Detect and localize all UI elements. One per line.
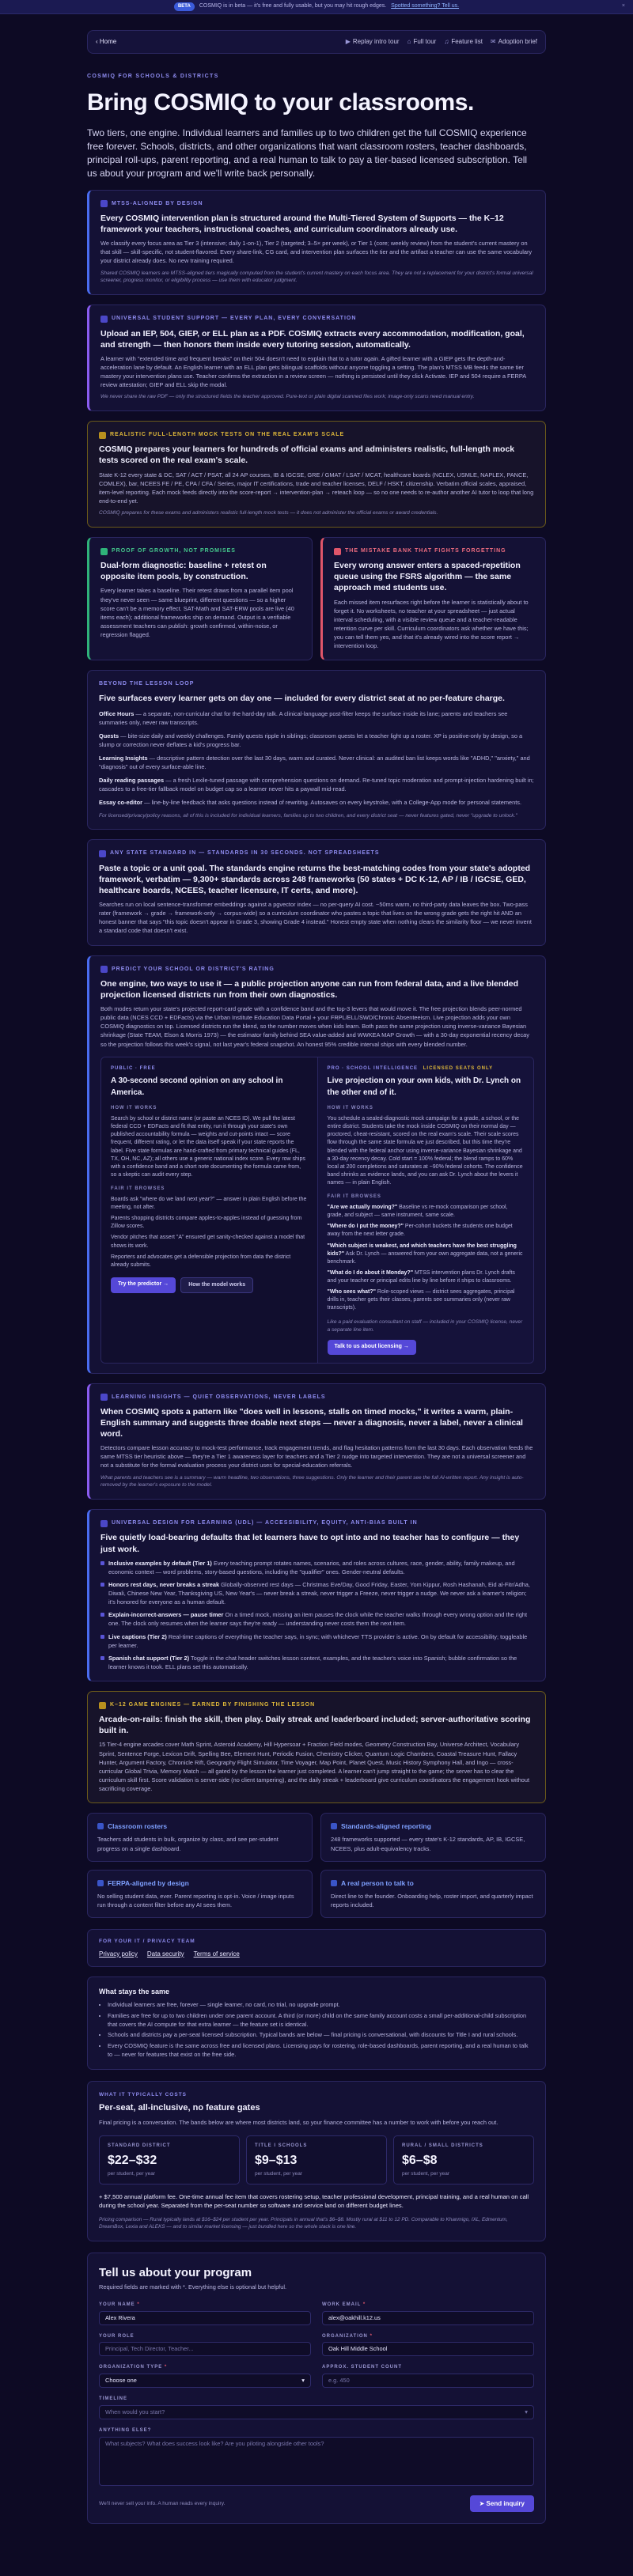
model-info-button[interactable]: How the model works xyxy=(180,1277,253,1293)
access-title: Upload an IEP, 504, GIEP, or ELL plan as a PDF. COSMIQ extracts every accommodation, modification, goal, and strength — then honors them inside every tutoring session, automatically. xyxy=(100,328,525,350)
required-mark: * xyxy=(137,2302,140,2308)
use-case: Boards ask "where do we land next year?" — answer in plain English before the meeting, not after. xyxy=(111,1196,307,1210)
feature-title xyxy=(97,1878,302,1888)
field-label: ORGANIZATION * xyxy=(322,2333,373,2339)
insights-card: LEARNING INSIGHTS — QUIET OBSERVATIONS, NEVER LABELS When COSMIQ spots a pattern like "does well in lessons, stalls on timed mocks," it writes a warm, plain-English summary and suggests three doable next steps — never a diagnosis, never a label, never a clinical word. Detectors compare lesson accuracy to mock-test performance, track engagement trends, and flag hesitation patterns from the last 30 days. Each observation feeds the same MTSS tier heuristic above — they're a Tier 1 awareness layer for teachers and a Tier 2 nudge into targeted intervention. They are not a universal screener and not a substitute for the formal evaluation process your district uses for special-education referrals. What parents and teachers see is a summary — warm headline, two observations, three suggestions. Only the learner and their parent see the full AI-written report. Any insight is auto-removed by the learner's exposure to the model. xyxy=(87,1383,546,1500)
udl-card: UNIVERSAL DESIGN FOR LEARNING (UDL) — ACCESSIBILITY, EQUITY, ANTI-BIAS BUILT IN Five quietly load-bearing defaults that let learners have to opt into and no teacher has to configure — they just work. Inclusive examples by default (Tier 1) Every teaching prompt rotates names, scenarios, and roles across cultures, race, gender, ability, family makeup, and economic context — word problems, story-based questions, including the "qualifier" ones. Gender-neutral defaults. Honors rest days, never breaks a streak Globally-observed rest days — Christmas Eve/Day, Good Friday, Easter, Yom Kippur, Rosh Hashanah, Eid al-Fitr/Adha, Diwali, Chinese New Year, Thanksgiving US, New Year's — never break a streak, never trigger a Freeze, never trigger a nudge. We never ask a learner's religion; it's honored for everyone as a human default. Explain-incorrect-answers — pause timer On a timed mock, missing an item pauses the clock while the teacher walks through every wrong option and the right one. The clock only resumes when the learner says they're ready — understanding never costs them the next item. Live captions (Tier 2) Real-time captions of everything the teacher says, in sync; with whichever TTS provider is active. On by default for accessibility; toggleable per learner. Spanish chat support (Tier 2) Toggle in the chat header switches lesson content, examples, and the teacher's voice into Spanish; bubble confirmation so the learner knows it took. ELL plans set this automatically. xyxy=(87,1509,546,1681)
udl-item: Spanish chat support (Tier 2) Toggle in the chat header switches lesson content, examples, and the teacher's voice into Spanish; bubble confirmation so the learner knows it took. ELL plans set this automatically. xyxy=(100,1654,534,1671)
required-mark: * xyxy=(164,2365,168,2370)
feature-card xyxy=(320,1813,546,1862)
mock-body: State K-12 every state & DC, SAT / ACT / PSAT, all 24 AP courses, IB & IGCSE, GRE / GMAT / LSAT / MCAT, healthcare boards (NCLEX, USMLE, NAPLEX, PANCE, COMLEX), bar, NCEES FE / PE, CPA / CFA / Series, major IT certifications, trade and teacher licenses, DELF / HSKT, citizenship. Verbatim official scales, appraised, item-level reporting. Each mock feeds directly into the score-report → intervention-plan → reteach loop — so no one needs to re-author another AI tutor to loop that long end-to-end yet. xyxy=(99,471,534,505)
loop-item: Daily reading passages — a fresh Lexile-tuned passage with comprehension questions on demand. Re-tuned topic moderation and prompt-injection hardening built in; cascades to a free-tier fallback model on budget cap so a learner never hits a paywall mid-read. xyxy=(99,777,534,793)
loop-item-title: Quests xyxy=(99,732,119,740)
chart-icon xyxy=(100,548,108,555)
policy-link[interactable]: Privacy policy xyxy=(99,1950,138,1958)
standards-title: Paste a topic or a unit goal. The standards engine returns the best-matching codes from your state's adopted framework, verbatim — 9,300+ standards across 248 frameworks (50 states + DC K-12, AP / IB / IGCSE, GED, healthcare boards, NCEES, teacher licensure, IT certs, and more). xyxy=(99,863,531,895)
udl-item: Live captions (Tier 2) Real-time captions of everything the teacher says, in sync; with whichever TTS provider is active. On by default for accessibility; toggleable per learner. xyxy=(100,1632,534,1650)
field-value: What subjects? What does success look like? Are you piloting alongside other tools? xyxy=(105,2439,324,2447)
text-input[interactable] xyxy=(322,2342,534,2356)
field-label: APPROX. STUDENT COUNT xyxy=(322,2365,403,2370)
feature-title xyxy=(97,1821,302,1831)
licensing-button[interactable]: Talk to us about licensing → xyxy=(328,1340,416,1354)
feedback-link[interactable]: Spotted something? Tell us. xyxy=(391,3,460,9)
loop-item-title: Office Hours xyxy=(99,709,135,717)
udl-item-title: Inclusive examples by default (Tier 1) xyxy=(108,1559,212,1567)
stays-item: • Every COSMIQ feature is the same across free and licensed plans. Licensing pays for rostering, role-based dashboards, parent reporting, and a real human to talk to — never for features that exist on the free side. xyxy=(108,2042,534,2059)
field-label: TIMELINE xyxy=(99,2396,127,2402)
udl-item: Inclusive examples by default (Tier 1) Every teaching prompt rotates names, scenarios, and roles across cultures, race, gender, ability, family makeup, and economic context — word problems, story-based questions, including the "qualifier" ones. Gender-neutral defaults. xyxy=(100,1559,534,1576)
pro-use-case-title: "Which subject is weakest, and which teachers have the best struggling kids?" xyxy=(327,1243,517,1257)
feature-title xyxy=(331,1821,536,1831)
feature-title-text: Classroom rosters xyxy=(108,1822,168,1831)
nav-item-label: Adoption brief xyxy=(498,38,537,46)
required-mark: * xyxy=(362,2302,366,2308)
pro-use-case-title: "Are we actually moving?" xyxy=(327,1204,398,1210)
feature-card xyxy=(87,1870,313,1919)
mtss-title: Every COSMIQ intervention plan is structured around the Multi-Tiered System of Supports — the K–12 framework your teachers, instructional coaches, and curriculum coordinators already use. xyxy=(100,213,504,235)
loop-item-title: Learning Insights xyxy=(99,755,148,762)
tier-unit: per student, per year xyxy=(255,2170,302,2177)
mtss-note: Shared COSMIQ learners are MTSS-aligned tiers magically computed from the student's current mastery on each focus area. They are not a replacement for your district's formal universal screener, progress monitor, or eligibility process — use them with educator judgment. xyxy=(100,270,533,284)
feature-icon xyxy=(97,1880,104,1886)
select-input[interactable] xyxy=(99,2374,311,2388)
stays-item: • Families are free for up to two children under one parent account. A third (or more) child on the same family account costs a small per-additional-child subscription that covers the AI compute for that extra learner — the feature set is identical. xyxy=(108,2012,534,2029)
tier-name: RURAL / SMALL DISTRICTS xyxy=(402,2143,483,2148)
access-body: A learner with "extended time and frequent breaks" on their 504 doesn't need to explain that to a tutor again. A gifted learner with a GIEP gets the depth-and-acceleration lane by default. An English learner with an ELL plan gets bilingual scaffolds without anyone toggling a setting. The plan's MTSS MB feeds the same tier mastery your intervention plans use. Teacher confirms the extraction in a review screen — nothing is persisted until they click Activate. IEP and 504 require a FERPA review attestation; GIEP and ELL skip the modal. xyxy=(100,354,526,389)
text-input[interactable] xyxy=(99,2437,534,2486)
tier-unit: per student, per year xyxy=(108,2170,155,2177)
predict-card: PREDICT YOUR SCHOOL OR DISTRICT'S RATING One engine, two ways to use it — a public projection anyone can run from federal data, and a live blended projection licensed districts run from their own diagnostics. Both modes return your state's projected report-card grade with a confidence band and the top-3 levers that would move it. The free projection blends peer-normed public data (NCES CCD + EDFacts) via the Urban Institute Education Data Portal + your FRPL/ELL/SWD/Chronic Absenteeism. Live projection adds your own COSMIQ diagnostics on top. Licensed districts run the blend, so the number moves when kids learn. Both pass the same projection using inverse-variance Bayesian shrinkage (State TEAM, Elson & Morris 1973) — the estimator family behind SEA value-added and WWKEA MAP Growth — with a 30-day exponential recency decay so the projection follows this week's signal, not last year's federal snapshot. An honest 95% credible interval ships with every blended number. PUBLIC · FREE A 30-second second opinion on any school in America. HOW IT WORKS Search by school or district name (or paste an NCES ID). We pull the latest federal CCD + EDFacts and fit that entity, run it through your state's own published accountability formula — weights and cut-points intact — score frequent, different rating, or let the data itself speak if your state reports the label. Five state formulas are hand-crafted from primary technical guides (FL, TX, OH, NC, AZ); all others use a generic national index score. Every row ships with a confidence band and a short note documenting the formula came from, so a skeptic can audit every step. FAIR IT BROWSES Boards ask "where do we land next year?" — answer in plain English before the meeting, not after. Parents shopping districts compare apples-to-apples instead of guessing from Zillow scores. Vendor pitches that assert "A" ensured get sanity-checked against a model that shows its work. Reporters and advocates get a defensible projection from data the district already submits. Try the predictor → How the model works PRO · SCHOOL INTELLIGENCE LICENSED SEATS ONLY Live projection on your own kids, with Dr. Lynch on the other end of it. HOW IT WORKS You schedule a sealed-diagnostic mock campaign for a grade, a school, or the entire district. Students take the mock inside COSMIQ on their normal day — proctored, cheat-resistant, scored on the real exam's scale. Their scale scores flow through the same state formula we just described, but this time they're blended with the federal anchor using inverse-variance Bayesian shrinkage and a 30-day recency decay. Cold start = 100% federal; the blend ramps to 60% local at 200 completions and saturates at ~90% federal cohorts. The confidence band shrinks as evidence lands, and you can ask Dr. Lynch about the levers it names — in plain English. FAIR IT BROWSES "Are we actually moving?" Baseline vs re-mock comparison per school, grade, and subject — same instrument, same scale. "Where do I put the money?" Per-cohort buckets the students one budget away from the next letter grade. "Which subject is weakest, and which teachers have the best struggling kids?" Ask Dr. Lynch — answered from your own aggregate data, not a generic benchmark. "What do I do about it Monday?" MTSS intervention plans Dr. Lynch drafts and your teacher or principal edits line by line before it ships to classrooms. "Who sees what?" Role-scoped views — district sees aggregates, principal drills in, teacher gets their classes, parents see summaries only (never raw transcripts). Like a paid evaluation consultant on staff — included in your COSMIQ license, never a separate line item. Talk to us about licensing → xyxy=(87,955,546,1374)
form-field xyxy=(99,2333,311,2357)
feature-icon xyxy=(97,1823,104,1829)
field-value: e.g. 450 xyxy=(328,2377,350,2385)
feature-title xyxy=(331,1878,536,1888)
exam-icon xyxy=(99,432,106,439)
hero-eyebrow: COSMIQ FOR SCHOOLS & DISTRICTS xyxy=(87,74,219,79)
arcade-body: 15 Tier-4 engine arcades cover Math Sprint, Asteroid Academy, Hill Hypersoar + Fraction Field modes, Geometry Construction Bay, Universe Architect, Vocabulary Sprint, Sentence Forge, Lexicon Drift, Spelling Bee, Element Hunt, Periodic Fusion, Chemistry Clicker, Quantum Logic Chambers, Coastal Treasure Hunt, Fallacy Hunter, Argument Factory, Chronicle Rift, Geography Flight Simulator, Time Voyager, Map Point, Planet Quest, Music History Symphony Hall, and Ingo — cross-curricular Global Trivia, Memory Match — all gated by the lesson the learner just completed. A learner can't jump straight to the game; the server has to clear the curriculum skill first. Score validation is server-side (no client tampering), and the daily streak + leaderboard give curriculum coordinators the engagement hook without sacrificing coverage. xyxy=(99,1741,530,1793)
predict-columns xyxy=(100,1057,534,1364)
try-predictor-button[interactable]: Try the predictor → xyxy=(111,1277,176,1293)
hero-lede: Two tiers, one engine. Individual learners and families up to two children get the full COSMIQ experience free forever. Schools, districts, and other organizations that want classroom rosters, teacher dashboards, principal roll-ups, parent reporting, and a real human to talk to pay a tier-based licensed subscription. Tell us about your program and we'll write back personally. xyxy=(87,127,528,179)
pro-use-case: "Who sees what?" Role-scoped views — district sees aggregates, principal drills in, teacher gets their classes, parents see summaries only (never raw transcripts). xyxy=(327,1289,515,1311)
form-field xyxy=(99,2396,534,2419)
pro-use-case-title: "Where do I put the money?" xyxy=(327,1224,404,1230)
feature-title-text: A real person to talk to xyxy=(341,1878,414,1887)
nav-item-icon: ♫ xyxy=(444,38,449,46)
udl-item-title: Live captions (Tier 2) xyxy=(108,1632,167,1640)
udl-item-title: Explain-incorrect-answers — pause timer xyxy=(108,1611,224,1619)
standards-body: Searches run on local sentence-transformer embeddings against a pgvector index — no per-query AI cost. ~50ms warm, no third-party data leaves the box. Two-pass rater (framework → grade → framework-only → corpus-wide) so a curriculum coordinator who pastes a topic that lives on the wrong grade gets the right hit AND an honest banner that says "this topic doesn't appear in Grade 3, showing Grade 4 instead." Honest empty state when nothing clears the similarity floor — we never invent a standard code that doesn't exist. xyxy=(99,901,532,935)
nav-item[interactable] xyxy=(407,37,437,47)
form-field xyxy=(322,2333,534,2357)
chevron-down-icon: ▾ xyxy=(525,2408,528,2415)
stays-item: • Schools and districts pay a per-seat licensed subscription. Typical bands are below — final pricing is conversational, with discounts for Title I and rural schools. xyxy=(108,2031,534,2040)
field-value: When would you start? xyxy=(105,2408,165,2415)
forget-card: THE MISTAKE BANK THAT FIGHTS FORGETTING Every wrong answer enters a spaced-repetition queue using the FSRS algorithm — the same approach med students use. Each missed item resurfaces right before the learner is statistically about to forget it. No worksheets, no teacher at your spreadsheet — just actual interval scheduling, with a visible review queue and a teacher-readable retention curve per skill. Curriculum coordinators ask whether we have this; you can tell them yes, and that it's already wired into the score report → intervention loop. xyxy=(320,537,546,660)
tier-price: $22–$32 xyxy=(108,2154,157,2168)
it-links: FOR YOUR IT / PRIVACY TEAM Privacy policy Data security Terms of service xyxy=(87,1929,546,1967)
field-value: Oak Hill Middle School xyxy=(328,2345,388,2353)
pro-use-case-title: "Who sees what?" xyxy=(327,1289,376,1296)
feature-icon xyxy=(331,1823,337,1829)
public-column: PUBLIC · FREE A 30-second second opinion on any school in America. HOW IT WORKS Search by school or district name (or paste an NCES ID). We pull the latest federal CCD + EDFacts and fit that entity, run it through your state's own published accountability formula — weights and cut-points intact — score frequent, different rating, or let the data itself speak if your state reports the label. Five state formulas are hand-crafted from primary technical guides (FL, TX, OH, NC, AZ); all others use a generic national index score. Every row ships with a confidence band and a short note documenting the formula came from, so a skeptic can audit every step. FAIR IT BROWSES Boards ask "where do we land next year?" — answer in plain English before the meeting, not after. Parents shopping districts compare apples-to-apples instead of guessing from Zillow scores. Vendor pitches that assert "A" ensured get sanity-checked against a model that shows its work. Reporters and advocates get a defensible projection from data the district already submits. Try the predictor → How the model works xyxy=(101,1057,317,1363)
layers-icon xyxy=(100,200,108,207)
standards-card: ANY STATE STANDARD IN — STANDARDS IN 30 SECONDS. NOT SPREADSHEETS Paste a topic or a unit goal. The standards engine returns the best-matching codes from your state's adopted framework, verbatim — 9,300+ standards across 248 frameworks (50 states + DC K-12, AP / IB / IGCSE, GED, healthcare boards, NCEES, teacher licensure, IT certs, and more). Searches run on local sentence-transformer embeddings against a pgvector index — no per-query AI cost. ~50ms warm, no third-party data leaves the box. Two-pass rater (framework → grade → framework-only → corpus-wide) so a curriculum coordinator who pastes a topic that lives on the wrong grade gets the right hit AND an honest banner that says "this topic doesn't appear in Grade 3, showing Grade 4 instead." Honest empty state when nothing clears the similarity floor — we never invent a standard code that doesn't exist. xyxy=(87,839,546,945)
loop-card: BEYOND THE LESSON LOOP Five surfaces every learner gets on day one — included for every district seat at no per-feature charge. Office Hours — a separate, non-curricular chat for the hard-day talk. A clinical-language post-filter keeps the surface inside its lane; parents and teachers see summaries only, never raw transcripts. Quests — bite-size daily and weekly challenges. Family quests ripple in siblings; classroom quests let a teacher light up a roster. XP is positive-only by design, so a slump or correction never deflates a kid's progress bar. Learning Insights — descriptive pattern detection over the last 30 days, warm and curated. Never clinical: an audited ban list keeps words like "ADHD," "anxiety," and "diagnosis" out of every surface-able line. Daily reading passages — a fresh Lexile-tuned passage with comprehension questions on demand. Re-tuned topic moderation and prompt-injection hardening built in; cascades to a free-tier fallback model on budget cap so a learner never hits a paywall mid-read. Essay co-editor — line-by-line feedback that asks questions instead of rewriting. Autosaves on every keystroke, with a College-App mode for personal statements. For licensed/privacy/policy reasons, all of this is included for individual learners, families up to two children, and every district seat — never features gated, never "upgrade to unlock." xyxy=(87,670,546,830)
select-input[interactable] xyxy=(99,2405,534,2419)
main-content xyxy=(87,73,546,2524)
feature-grid xyxy=(87,1813,546,1918)
tier-name: STANDARD DISTRICT xyxy=(108,2143,171,2148)
loop-note: For licensed/privacy/policy reasons, all of this is included for individual learners, families up to two children, and every district seat — never features gated, never "upgrade to unlock." xyxy=(99,812,517,819)
feature-body: No selling student data, ever. Parent reporting is opt-in. Voice / image inputs run through a content filter before any AI sees them. xyxy=(97,1892,294,1909)
insights-title: When COSMIQ spots a pattern like "does well in lessons, stalls on timed mocks," it writes a warm, plain-English summary and suggests three doable next steps — never a diagnosis, never a label, never a clinical word. xyxy=(100,1406,523,1439)
form-field xyxy=(322,2364,534,2388)
nav-links xyxy=(346,37,537,47)
top-nav xyxy=(87,30,546,54)
policy-link[interactable]: Terms of service xyxy=(193,1950,240,1958)
text-input[interactable] xyxy=(322,2311,534,2325)
proof-row xyxy=(87,537,546,660)
nav-item[interactable] xyxy=(346,37,400,47)
arcade-card: K–12 GAME ENGINES — EARNED BY FINISHING THE LESSON Arcade-on-rails: finish the skill, then play. Daily streak and leaderboard included; server-authoritative scoring built in. 15 Tier-4 engine arcades cover Math Sprint, Asteroid Academy, Hill Hypersoar + Fraction Field modes, Geometry Construction Bay, Universe Architect, Vocabulary Sprint, Sentence Forge, Lexicon Drift, Spelling Bee, Element Hunt, Periodic Fusion, Chemistry Clicker, Quantum Logic Chambers, Coastal Treasure Hunt, Fallacy Hunter, Argument Factory, Chronicle Rift, Geography Flight Simulator, Time Voyager, Map Point, Planet Quest, Music History Symphony Hall, and Ingo — cross-curricular Global Trivia, Memory Match — all gated by the lesson the learner just completed. A learner can't jump straight to the game; the server has to clear the curriculum skill first. Score validation is server-side (no client tampering), and the daily streak + leaderboard give curriculum coordinators the engagement hook without sacrificing coverage. xyxy=(87,1691,546,1803)
pro-use-case: "Where do I put the money?" Per-cohort buckets the students one budget away from the next letter grade. xyxy=(327,1224,513,1238)
price-tier xyxy=(246,2135,387,2184)
udl-item: Honors rest days, never breaks a streak Globally-observed rest days — Christmas Eve/Day, Good Friday, Easter, Yom Kippur, Rosh Hashanah, Eid al-Fitr/Adha, Diwali, Chinese New Year, Thanksgiving US, New Year's — never break a streak, never trigger a Freeze, never trigger a nudge. We never ask a learner's religion; it's honored for everyone as a human default. xyxy=(100,1580,534,1606)
chevron-down-icon: ▾ xyxy=(301,2377,305,2385)
feature-card xyxy=(87,1813,313,1862)
tier-price: $6–$8 xyxy=(402,2154,438,2168)
udl-item: Explain-incorrect-answers — pause timer On a timed mock, missing an item pauses the clock while the teacher walks through every wrong option and the right one. The clock only resumes when the learner says they're ready — understanding never costs them the next item. xyxy=(100,1610,534,1628)
what-stays-card: What stays the same • Individual learners are free, forever — single learner, no card, no trial, no upgrade prompt. • Families are free for up to two children under one parent account. A third (or more) child on the same family account costs a small per-additional-child subscription that covers the AI compute for that extra learner — the feature set is identical. • Schools and districts pay a per-seat licensed subscription. Typical bands are below — final pricing is conversational, with discounts for Title I and rural schools. • Every COSMIQ feature is the same across free and licensed plans. Licensing pays for rostering, role-based dashboards, parent reporting, and a real human to talk to — never for features that exist on the free side. xyxy=(87,1976,546,2069)
pro-use-case-title: "What do I do about it Monday?" xyxy=(327,1269,414,1276)
feature-title-text: FERPA-aligned by design xyxy=(108,1878,189,1887)
close-icon[interactable]: × xyxy=(621,3,625,9)
tier-unit: per student, per year xyxy=(402,2170,449,2177)
home-icon: ‹ xyxy=(96,38,100,46)
feature-body: Direct line to the founder. Onboarding help, roster import, and quarterly impact reports included. xyxy=(331,1892,533,1909)
field-value: alex@oakhill.k12.us xyxy=(328,2313,381,2321)
send-icon: ➤ xyxy=(479,2499,487,2507)
nav-item-label: Full tour xyxy=(413,38,437,46)
loop-title: Five surfaces every learner gets on day one — included for every district seat at no per-feature charge. xyxy=(99,694,505,704)
field-label: ANYTHING ELSE? xyxy=(99,2427,152,2433)
mock-card: REALISTIC FULL-LENGTH MOCK TESTS ON THE REAL EXAM'S SCALE COSMIQ prepares your learners for hundreds of official exams and administers realistic, full-length mock tests scored on the real exam's scale. State K-12 every state & DC, SAT / ACT / PSAT, all 24 AP courses, IB & IGCSE, GRE / GMAT / LSAT / MCAT, healthcare boards (NCLEX, USMLE, NAPLEX, PANCE, COMLEX), bar, NCEES FE / PE, CPA / CFA / Series, major IT certifications, trade and teacher licenses, DELF / HSKT, citizenship. Verbatim official scales, appraised, item-level reporting. Each mock feeds directly into the score-report → intervention-plan → reteach loop — so no one needs to re-author another AI tutor to loop that long end-to-end yet. COSMIQ prepares for these exams and administers realistic full-length mock tests — it does not administer the official exams or award credentials. xyxy=(87,421,546,528)
bank-icon xyxy=(334,548,341,555)
feature-body: 248 frameworks supported — every state's K-12 standards, AP, IB, IGCSE, NCEES, plus adult-equivalency tracks. xyxy=(331,1836,525,1852)
text-input[interactable] xyxy=(99,2342,311,2356)
loop-item-title: Essay co-editor xyxy=(99,799,143,807)
text-input[interactable] xyxy=(99,2311,311,2325)
beta-banner xyxy=(0,0,633,14)
send-inquiry-button[interactable]: ➤ Send inquiry xyxy=(470,2495,534,2513)
forget-body: Each missed item resurfaces right before the learner is statistically about to forget it. No worksheets, no teacher at your spreadsheet — just actual interval scheduling, with a visible review queue and a teacher-readable retention curve per skill. Curriculum coordinators ask whether we have this; you can tell them yes, and that it's already wired into the score report → intervention loop. xyxy=(334,598,529,650)
field-label: YOUR NAME * xyxy=(99,2302,140,2308)
mock-note: COSMIQ prepares for these exams and administers realistic full-length mock tests — it does not administer the official exams or award credentials. xyxy=(99,510,438,516)
feature-title-text: Standards-aligned reporting xyxy=(341,1822,431,1831)
nav-item-label: Feature list xyxy=(451,38,483,46)
target-icon xyxy=(100,966,108,973)
predict-body: Both modes return your state's projected report-card grade with a confidence band and the top-3 levers that would move it. The free projection blends peer-normed public data (NCES CCD + EDFacts) via the Urban Institute Education Data Portal + your FRPL/ELL/SWD/Chronic Absenteeism. Live projection adds your own COSMIQ diagnostics on top. Licensed districts run the blend, so the number moves when kids learn. Both pass the same projection using inverse-variance Bayesian shrinkage (State TEAM, Elson & Morris 1973) — the estimator family behind SEA value-added and WWKEA MAP Growth — with a 30-day exponential recency decay so the projection follows this week's signal, not last year's federal snapshot. An honest 95% credible interval ships with every blended number. xyxy=(100,1005,529,1048)
nav-item-icon: ▶ xyxy=(345,38,351,46)
loop-item: Learning Insights — descriptive pattern detection over the last 30 days, warm and curated. Never clinical: an audited ban list keeps words like "ADHD," "anxiety," and "diagnosis" out of every surface-able line. xyxy=(99,755,530,771)
insights-note: What parents and teachers see is a summary — warm headline, two observations, three suggestions. Only the learner and their parent see the full AI-written report. Any insight is auto-removed by the learner's exposure to the model. xyxy=(100,1474,524,1488)
nav-item-label: Replay intro tour xyxy=(352,38,400,46)
tier-name: TITLE I SCHOOLS xyxy=(255,2143,308,2148)
text-input[interactable] xyxy=(322,2374,534,2388)
loop-item: Office Hours — a separate, non-curricular chat for the hard-day talk. A clinical-language post-filter keeps the surface inside its lane; parents and teachers see summaries only, never raw transcripts. xyxy=(99,709,508,726)
form-field xyxy=(322,2302,534,2325)
field-value: Choose one xyxy=(105,2377,137,2385)
price-tier xyxy=(99,2135,240,2184)
accessibility-icon xyxy=(100,1520,108,1527)
growth-card: PROOF OF GROWTH, NOT PROMISES Dual-form diagnostic: baseline + retest on opposite item pools, by construction. Every learner takes a baseline. Their retest draws from a parallel item pool they've never seen — same blueprint, different questions — so a higher score can't be a memory effect. SAT-Math and SAT-ERW pools are live (40 items each); additional frameworks ship on demand. Output is a verifiable assessment teachers can publish: growth confirmed, within-noise, or regression flagged. xyxy=(87,537,313,660)
nav-item[interactable] xyxy=(444,37,483,47)
field-value: Alex Rivera xyxy=(105,2313,135,2321)
required-mark: * xyxy=(370,2333,373,2339)
use-case: Parents shopping districts compare apples-to-apples instead of guessing from Zillow scores. xyxy=(111,1216,302,1230)
stays-item: • Individual learners are free, forever — single learner, no card, no trial, no upgrade prompt. xyxy=(108,2001,534,2010)
policy-link[interactable]: Data security xyxy=(146,1950,184,1958)
beta-pill: BETA xyxy=(174,2,195,11)
use-case: Vendor pitches that assert "A" ensured get sanity-checked against a model that shows its work. xyxy=(111,1235,305,1249)
platform-fee: + $7,500 annual platform fee. One-time annual fee item that covers rostering setup, teacher professional development, principal training, and a real human on call during the school year. Separated from the per-seat number so software and service land on different budget lines. xyxy=(99,2193,529,2210)
udl-item-title: Spanish chat support (Tier 2) xyxy=(108,1654,190,1662)
feature-icon xyxy=(331,1880,337,1886)
loop-item: Essay co-editor — line-by-line feedback that asks questions instead of rewriting. Autosaves on every keystroke, with a College-App mode for personal statements. xyxy=(99,799,522,807)
pro-use-case: "Which subject is weakest, and which teachers have the best struggling kids?" Ask Dr. Lynch — answered from your own aggregate data, not a generic benchmark. xyxy=(327,1243,523,1265)
inquiry-form: Tell us about your program Required fields are marked with *. Everything else is optional but helpful. YOUR NAME * Alex Rivera WORK EMAIL * alex@oakhill.k12.us YOUR ROLE Principal, Tech Director, Teacher... ORGANIZATION * Oak Hill Middle School ORGANIZATION TYPE * Choose one ▾ APPROX. STUDENT COUNT e.g. 450 TIMELINE When would you start? ▾ ANYTHING ELSE? What subjects? What does success look like? Are you piloting alongside other tools? We'll never sell your info. A human reads every inquiry. ➤ Send inquiry xyxy=(87,2253,546,2525)
insights-body: Detectors compare lesson accuracy to mock-test performance, track engagement trends, and flag hesitation patterns from the last 30 days. Each observation feeds the same MTSS tier heuristic above — they're a Tier 1 awareness layer for teachers and a Tier 2 nudge into targeted intervention. They are not a universal screener and not a substitute for the formal evaluation process your district uses for special-education referrals. xyxy=(100,1444,533,1470)
loop-list xyxy=(99,709,534,808)
nav-item-icon: ✉ xyxy=(490,38,496,46)
forget-title: Every wrong answer enters a spaced-repetition queue using the FSRS algorithm — the same approach med students use. xyxy=(334,561,521,593)
field-label: YOUR ROLE xyxy=(99,2333,135,2339)
arcade-title: Arcade-on-rails: finish the skill, then play. Daily streak and leaderboard included; server-authoritative scoring built in. xyxy=(99,1715,531,1736)
tier-price: $9–$13 xyxy=(255,2154,298,2168)
pro-use-case: "What do I do about it Monday?" MTSS intervention plans Dr. Lynch drafts and your teacher or principal edits line by line before it ships to classrooms. xyxy=(327,1269,515,1284)
form-field xyxy=(99,2364,311,2388)
loop-item: Quests — bite-size daily and weekly challenges. Family quests ripple in siblings; classroom quests let a teacher light up a roster. XP is positive-only by design, so a slump or correction never deflates a kid's progress bar. xyxy=(99,732,523,748)
use-case: Reporters and advocates get a defensible projection from data the district already submits. xyxy=(111,1254,291,1268)
mock-title: COSMIQ prepares your learners for hundreds of official exams and administers realistic, full-length mock tests scored on the real exam's scale. xyxy=(99,444,515,466)
pro-use-case: "Are we actually moving?" Baseline vs re-mock comparison per school, grade, and subject — same instrument, same scale. xyxy=(327,1204,508,1219)
growth-title: Dual-form diagnostic: baseline + retest on opposite item pools, by construction. xyxy=(100,561,267,582)
growth-body: Every learner takes a baseline. Their retest draws from a parallel item pool they've never seen — same blueprint, different questions — so a higher score can't be a memory effect. SAT-Math and SAT-ERW pools are live (40 items each); additional frameworks ship on demand. Output is a verifiable assessment teachers can publish: growth confirmed, within-noise, or regression flagged. xyxy=(100,587,294,639)
field-label: ORGANIZATION TYPE * xyxy=(99,2365,168,2370)
nav-item[interactable] xyxy=(491,37,537,47)
price-tier xyxy=(393,2135,534,2184)
bulb-icon xyxy=(100,1394,108,1401)
form-field xyxy=(99,2427,534,2486)
search-icon xyxy=(99,850,106,857)
document-icon xyxy=(100,316,108,323)
feature-card xyxy=(320,1870,546,1919)
nav-item-icon: ⌂ xyxy=(407,38,411,46)
game-icon xyxy=(99,1702,106,1709)
pricing-card: WHAT IT TYPICALLY COSTS Per-seat, all-inclusive, no feature gates Final pricing is a conversation. The bands below are where most districts land, so your finance committee has a number to work with before you reach out. STANDARD DISTRICT $22–$32 per student, per year TITLE I SCHOOLS $9–$13 per student, per year RURAL / SMALL DISTRICTS $6–$8 per student, per year + $7,500 annual platform fee. One-time annual fee item that covers rostering setup, teacher professional development, principal training, and a real human on call during the school year. Separated from the per-seat number so software and service land on different budget lines. Pricing comparison — Rural typically lands at $16–$24 per student per year. Principals in annual that's $6–$8. Mostly rural at $11 to 12 PD. Comparable to Khanmigo, IXL, Edmentum, DreamBox, Lexia and ALEKS — and to similar market licensing — just bundled here so the whole stack is one line. xyxy=(87,2081,546,2241)
feature-body: Teachers add students in bulk, organize by class, and see per-student progress on a single dashboard. xyxy=(97,1836,279,1852)
field-label: WORK EMAIL * xyxy=(322,2302,366,2308)
access-card: UNIVERSAL STUDENT SUPPORT — EVERY PLAN, EVERY CONVERSATION Upload an IEP, 504, GIEP, or ELL plan as a PDF. COSMIQ extracts every accommodation, modification, goal, and strength — then honors them inside every tutoring session, automatically. A learner with "extended time and frequent breaks" on their 504 doesn't need to explain that to a tutor again. A gifted learner with a GIEP gets the depth-and-acceleration lane by default. An English learner with an ELL plan gets bilingual scaffolds without anyone toggling a setting. The plan's MTSS MB feeds the same tier mastery your intervention plans use. Teacher confirms the extraction in a review screen — nothing is persisted until they click Activate. IEP and 504 require a FERPA review attestation; GIEP and ELL skip the modal. We never share the raw PDF — only the structured fields the teacher approved. Pure-text or plain digital scanned files work; image-only scans need manual entry. xyxy=(87,305,546,411)
udl-title: Five quietly load-bearing defaults that let learners have to opt into and no teacher has to configure — they just work. xyxy=(100,1533,520,1554)
pro-column: PRO · SCHOOL INTELLIGENCE LICENSED SEATS ONLY Live projection on your own kids, with Dr. Lynch on the other end of it. HOW IT WORKS You schedule a sealed-diagnostic mock campaign for a grade, a school, or the entire district. Students take the mock inside COSMIQ on their normal day — proctored, cheat-resistant, scored on the real exam's scale. Their scale scores flow through the same state formula we just described, but this time they're blended with the federal anchor using inverse-variance Bayesian shrinkage and a 30-day recency decay. Cold start = 100% federal; the blend ramps to 60% local at 200 completions and saturates at ~90% federal cohorts. The confidence band shrinks as evidence lands, and you can ask Dr. Lynch about the levers it names — in plain English. FAIR IT BROWSES "Are we actually moving?" Baseline vs re-mock comparison per school, grade, and subject — same instrument, same scale. "Where do I put the money?" Per-cohort buckets the students one budget away from the next letter grade. "Which subject is weakest, and which teachers have the best struggling kids?" Ask Dr. Lynch — answered from your own aggregate data, not a generic benchmark. "What do I do about it Monday?" MTSS intervention plans Dr. Lynch drafts and your teacher or principal edits line by line before it ships to classrooms. "Who sees what?" Role-scoped views — district sees aggregates, principal drills in, teacher gets their classes, parents see summaries only (never raw transcripts). Like a paid evaluation consultant on staff — included in your COSMIQ license, never a separate line item. Talk to us about licensing → xyxy=(317,1057,534,1363)
beta-text: COSMIQ is in beta — it's free and fully usable, but you may hit rough edges. xyxy=(199,3,387,9)
mtss-card: MTSS-ALIGNED BY DESIGN Every COSMIQ intervention plan is structured around the Multi-Tiered System of Supports — the K–12 framework your teachers, instructional coaches, and curriculum coordinators already use. We classify every focus area as Tier 3 (intensive; daily 1-on-1), Tier 2 (targeted; 3–5× per week), or Tier 1 (core; weekly review) from the student's current mastery on that skill — skill-specific, not student-flavored. Every share-link, CG card, and intervention plan surfaces the tier and the artifact a teacher can use the same vocabulary your district already does. No new training required. Shared COSMIQ learners are MTSS-aligned tiers magically computed from the student's current mastery on each focus area. They are not a replacement for your district's formal universal screener, progress monitor, or eligibility process — use them with educator judgment. xyxy=(87,190,546,296)
field-value: Principal, Tech Director, Teacher... xyxy=(105,2345,194,2353)
predict-title: One engine, two ways to use it — a public projection anyone can run from federal data, and a live blended projection licensed districts run from their own diagnostics. xyxy=(100,978,519,1000)
access-note: We never share the raw PDF — only the structured fields the teacher approved. Pure-text or plain digital scanned files work; image-only scans need manual entry. xyxy=(100,394,475,400)
form-field xyxy=(99,2302,311,2325)
mtss-body: We classify every focus area as Tier 3 (intensive; daily 1-on-1), Tier 2 (targeted; 3–5× per week), or Tier 1 (core; weekly review) from the student's current mastery on that skill — skill-specific, not student-flavored. Every share-link, CG card, and intervention plan surfaces the tier and the artifact a teacher can use the same vocabulary your district already does. No new training required. xyxy=(100,240,533,265)
loop-item-title: Daily reading passages xyxy=(99,777,165,785)
page-title: Bring COSMIQ to your classrooms. xyxy=(87,89,474,116)
home-link[interactable]: ‹ Home xyxy=(96,38,117,46)
udl-item-title: Honors rest days, never breaks a streak xyxy=(108,1581,220,1589)
